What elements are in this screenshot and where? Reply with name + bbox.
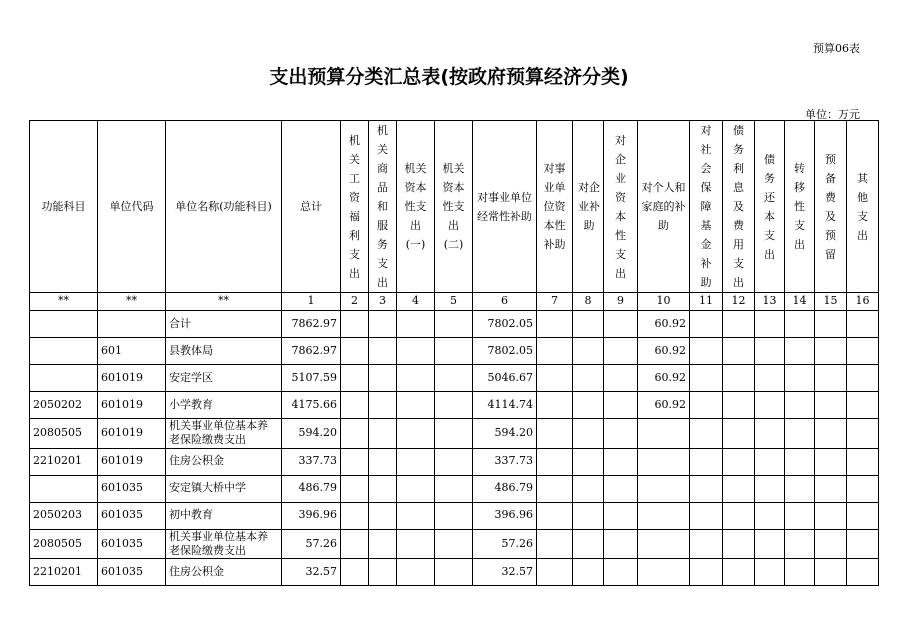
unit-code-cell: 601035 xyxy=(98,559,166,586)
table-row xyxy=(30,338,879,365)
column-number: 6 xyxy=(473,293,537,311)
amount-cell xyxy=(723,338,755,365)
amount-cell xyxy=(638,419,690,449)
amount-cell xyxy=(690,365,723,392)
budget-table xyxy=(29,120,879,586)
amount-cell: 337.73 xyxy=(473,448,537,475)
amount-cell xyxy=(723,559,755,586)
amount-cell xyxy=(573,338,604,365)
amount-cell xyxy=(397,559,435,586)
column-number: ** xyxy=(166,293,282,311)
amount-cell xyxy=(755,559,785,586)
table-row xyxy=(30,365,879,392)
amount-cell xyxy=(341,311,369,338)
column-number: 12 xyxy=(723,293,755,311)
amount-cell xyxy=(847,529,879,559)
unit-name-cell: 初中教育 xyxy=(166,502,282,529)
amount-cell xyxy=(755,365,785,392)
amount-cell xyxy=(573,419,604,449)
amount-cell: 57.26 xyxy=(473,529,537,559)
amount-cell xyxy=(815,338,847,365)
table-row xyxy=(30,311,879,338)
amount-cell xyxy=(604,392,638,419)
unit-code-cell xyxy=(98,311,166,338)
column-number: 8 xyxy=(573,293,604,311)
amount-cell xyxy=(537,338,573,365)
amount-cell xyxy=(369,475,397,502)
unit-code-cell: 601035 xyxy=(98,529,166,559)
amount-cell xyxy=(537,365,573,392)
amount-cell xyxy=(369,392,397,419)
unit-code-cell: 601019 xyxy=(98,392,166,419)
amount-cell xyxy=(369,559,397,586)
amount-cell xyxy=(690,502,723,529)
amount-cell xyxy=(397,419,435,449)
total-cell: 57.26 xyxy=(282,529,341,559)
unit-code-cell: 601019 xyxy=(98,448,166,475)
unit-name-cell: 机关事业单位基本养老保险缴费支出 xyxy=(166,419,282,449)
header-cell: 功能科目 xyxy=(30,121,98,293)
function-code-cell: 2210201 xyxy=(30,559,98,586)
amount-cell xyxy=(755,448,785,475)
amount-cell xyxy=(690,529,723,559)
amount-cell xyxy=(397,502,435,529)
amount-cell xyxy=(723,529,755,559)
unit-name-cell: 小学教育 xyxy=(166,392,282,419)
unit-label: 单位：万元 xyxy=(805,108,860,121)
amount-cell xyxy=(815,502,847,529)
amount-cell xyxy=(435,559,473,586)
function-code-cell xyxy=(30,311,98,338)
header-cell: 总计 xyxy=(282,121,341,293)
amount-cell: 5046.67 xyxy=(473,365,537,392)
amount-cell xyxy=(690,448,723,475)
header-cell: 单位代码 xyxy=(98,121,166,293)
amount-cell xyxy=(341,529,369,559)
amount-cell xyxy=(785,392,815,419)
amount-cell xyxy=(435,338,473,365)
amount-cell xyxy=(815,448,847,475)
table-row xyxy=(30,559,879,586)
amount-cell xyxy=(690,311,723,338)
header-cell: 对个人和家庭的补助 xyxy=(638,121,690,293)
column-number: 4 xyxy=(397,293,435,311)
header-cell: 对企业补助 xyxy=(573,121,604,293)
amount-cell xyxy=(604,448,638,475)
function-code-cell: 2080505 xyxy=(30,419,98,449)
amount-cell: 396.96 xyxy=(473,502,537,529)
amount-cell xyxy=(397,338,435,365)
function-code-cell: 2050203 xyxy=(30,502,98,529)
unit-name-cell: 住房公积金 xyxy=(166,448,282,475)
column-number: 9 xyxy=(604,293,638,311)
amount-cell xyxy=(369,365,397,392)
amount-cell: 60.92 xyxy=(638,392,690,419)
column-number: 10 xyxy=(638,293,690,311)
header-row xyxy=(30,121,879,293)
unit-name-cell: 合计 xyxy=(166,311,282,338)
amount-cell xyxy=(785,559,815,586)
amount-cell: 4114.74 xyxy=(473,392,537,419)
header-cell: 债务还本支出 xyxy=(755,121,785,293)
header-cell: 预备费及预留 xyxy=(815,121,847,293)
amount-cell xyxy=(847,559,879,586)
amount-cell xyxy=(755,338,785,365)
table-row xyxy=(30,392,879,419)
header-cell: 单位名称(功能科目) xyxy=(166,121,282,293)
table-body xyxy=(30,311,879,586)
function-code-cell: 2210201 xyxy=(30,448,98,475)
amount-cell xyxy=(638,475,690,502)
unit-code-cell: 601019 xyxy=(98,419,166,449)
amount-cell xyxy=(690,559,723,586)
amount-cell xyxy=(604,475,638,502)
amount-cell xyxy=(847,311,879,338)
amount-cell xyxy=(435,475,473,502)
column-number-row xyxy=(30,293,879,311)
amount-cell xyxy=(847,365,879,392)
amount-cell: 7802.05 xyxy=(473,311,537,338)
unit-name-cell: 县教体局 xyxy=(166,338,282,365)
amount-cell xyxy=(573,392,604,419)
amount-cell xyxy=(723,448,755,475)
amount-cell xyxy=(785,448,815,475)
amount-cell xyxy=(690,392,723,419)
amount-cell xyxy=(785,365,815,392)
amount-cell xyxy=(815,529,847,559)
amount-cell xyxy=(847,392,879,419)
header-cell: 对事业单位经常性补助 xyxy=(473,121,537,293)
amount-cell xyxy=(573,559,604,586)
amount-cell xyxy=(638,529,690,559)
header-cell: 机关商品和服务支出 xyxy=(369,121,397,293)
amount-cell xyxy=(573,311,604,338)
unit-name-cell: 安定镇大桥中学 xyxy=(166,475,282,502)
unit-code-cell: 601 xyxy=(98,338,166,365)
amount-cell xyxy=(815,311,847,338)
header-cell: 其他支出 xyxy=(847,121,879,293)
amount-cell xyxy=(723,392,755,419)
amount-cell xyxy=(435,419,473,449)
total-cell: 4175.66 xyxy=(282,392,341,419)
total-cell: 396.96 xyxy=(282,502,341,529)
unit-code-cell: 601019 xyxy=(98,365,166,392)
amount-cell xyxy=(785,529,815,559)
function-code-cell xyxy=(30,365,98,392)
column-number: 5 xyxy=(435,293,473,311)
amount-cell xyxy=(755,529,785,559)
amount-cell xyxy=(397,475,435,502)
amount-cell xyxy=(369,529,397,559)
amount-cell xyxy=(573,448,604,475)
amount-cell xyxy=(573,502,604,529)
column-number: 16 xyxy=(847,293,879,311)
function-code-cell xyxy=(30,338,98,365)
table-row xyxy=(30,529,879,559)
amount-cell xyxy=(435,502,473,529)
total-cell: 594.20 xyxy=(282,419,341,449)
amount-cell xyxy=(341,448,369,475)
amount-cell xyxy=(638,502,690,529)
amount-cell xyxy=(341,392,369,419)
amount-cell xyxy=(785,502,815,529)
amount-cell xyxy=(341,365,369,392)
column-number: 14 xyxy=(785,293,815,311)
amount-cell xyxy=(397,529,435,559)
amount-cell xyxy=(755,475,785,502)
header-cell: 对事业单位资本性补助 xyxy=(537,121,573,293)
column-number: 13 xyxy=(755,293,785,311)
table-row xyxy=(30,475,879,502)
amount-cell xyxy=(369,502,397,529)
amount-cell xyxy=(341,475,369,502)
amount-cell xyxy=(537,559,573,586)
total-cell: 7862.97 xyxy=(282,311,341,338)
column-number: 2 xyxy=(341,293,369,311)
header-cell: 转移性支出 xyxy=(785,121,815,293)
unit-name-cell: 住房公积金 xyxy=(166,559,282,586)
amount-cell xyxy=(785,311,815,338)
amount-cell xyxy=(369,448,397,475)
total-cell: 486.79 xyxy=(282,475,341,502)
amount-cell xyxy=(815,559,847,586)
amount-cell xyxy=(723,365,755,392)
amount-cell xyxy=(369,419,397,449)
amount-cell xyxy=(847,448,879,475)
header-cell: 机关资本性支出(一) xyxy=(397,121,435,293)
amount-cell: 486.79 xyxy=(473,475,537,502)
amount-cell xyxy=(435,311,473,338)
page-title: 支出预算分类汇总表(按政府预算经济分类) xyxy=(269,66,629,88)
total-cell: 5107.59 xyxy=(282,365,341,392)
amount-cell xyxy=(537,419,573,449)
amount-cell xyxy=(537,475,573,502)
amount-cell xyxy=(341,559,369,586)
form-number: 预算06表 xyxy=(813,42,860,55)
function-code-cell: 2050202 xyxy=(30,392,98,419)
amount-cell: 60.92 xyxy=(638,338,690,365)
amount-cell xyxy=(435,448,473,475)
amount-cell: 60.92 xyxy=(638,365,690,392)
amount-cell xyxy=(397,392,435,419)
amount-cell xyxy=(755,419,785,449)
amount-cell xyxy=(537,392,573,419)
column-number: 1 xyxy=(282,293,341,311)
column-number: 15 xyxy=(815,293,847,311)
amount-cell xyxy=(397,365,435,392)
amount-cell xyxy=(537,311,573,338)
amount-cell xyxy=(604,529,638,559)
column-number: ** xyxy=(30,293,98,311)
amount-cell xyxy=(435,529,473,559)
amount-cell xyxy=(573,475,604,502)
amount-cell xyxy=(573,529,604,559)
header-cell: 对企业资本性支出 xyxy=(604,121,638,293)
unit-name-cell: 安定学区 xyxy=(166,365,282,392)
amount-cell xyxy=(723,502,755,529)
amount-cell xyxy=(847,338,879,365)
amount-cell xyxy=(341,419,369,449)
amount-cell: 7802.05 xyxy=(473,338,537,365)
amount-cell xyxy=(537,448,573,475)
amount-cell xyxy=(847,419,879,449)
unit-name-cell: 机关事业单位基本养老保险缴费支出 xyxy=(166,529,282,559)
amount-cell xyxy=(690,419,723,449)
header-cell: 机关工资福利支出 xyxy=(341,121,369,293)
amount-cell xyxy=(815,392,847,419)
amount-cell xyxy=(785,475,815,502)
amount-cell xyxy=(435,392,473,419)
amount-cell xyxy=(604,419,638,449)
amount-cell xyxy=(815,419,847,449)
total-cell: 32.57 xyxy=(282,559,341,586)
amount-cell xyxy=(755,392,785,419)
function-code-cell: 2080505 xyxy=(30,529,98,559)
unit-code-cell: 601035 xyxy=(98,502,166,529)
amount-cell xyxy=(755,502,785,529)
table-row xyxy=(30,502,879,529)
function-code-cell xyxy=(30,475,98,502)
column-number: 3 xyxy=(369,293,397,311)
amount-cell xyxy=(723,475,755,502)
amount-cell xyxy=(435,365,473,392)
amount-cell: 594.20 xyxy=(473,419,537,449)
amount-cell xyxy=(815,365,847,392)
amount-cell xyxy=(369,311,397,338)
amount-cell xyxy=(369,338,397,365)
table-row xyxy=(30,419,879,449)
amount-cell xyxy=(341,338,369,365)
amount-cell xyxy=(604,365,638,392)
amount-cell xyxy=(397,311,435,338)
amount-cell xyxy=(604,311,638,338)
amount-cell xyxy=(847,502,879,529)
amount-cell xyxy=(573,365,604,392)
column-number: 11 xyxy=(690,293,723,311)
unit-code-cell: 601035 xyxy=(98,475,166,502)
amount-cell xyxy=(397,448,435,475)
amount-cell xyxy=(815,475,847,502)
amount-cell xyxy=(604,338,638,365)
amount-cell: 32.57 xyxy=(473,559,537,586)
amount-cell xyxy=(723,419,755,449)
amount-cell xyxy=(785,338,815,365)
header-cell: 机关资本性支出(二) xyxy=(435,121,473,293)
total-cell: 7862.97 xyxy=(282,338,341,365)
amount-cell xyxy=(341,502,369,529)
amount-cell xyxy=(638,559,690,586)
amount-cell xyxy=(847,475,879,502)
column-number: 7 xyxy=(537,293,573,311)
amount-cell xyxy=(785,419,815,449)
column-number: ** xyxy=(98,293,166,311)
amount-cell xyxy=(638,448,690,475)
amount-cell xyxy=(604,559,638,586)
table-row xyxy=(30,448,879,475)
amount-cell xyxy=(723,311,755,338)
amount-cell xyxy=(755,311,785,338)
header-cell: 对社会保障基金补助 xyxy=(690,121,723,293)
amount-cell xyxy=(537,529,573,559)
amount-cell: 60.92 xyxy=(638,311,690,338)
amount-cell xyxy=(690,475,723,502)
total-cell: 337.73 xyxy=(282,448,341,475)
amount-cell xyxy=(604,502,638,529)
amount-cell xyxy=(537,502,573,529)
header-cell: 债务利息及费用支出 xyxy=(723,121,755,293)
amount-cell xyxy=(690,338,723,365)
